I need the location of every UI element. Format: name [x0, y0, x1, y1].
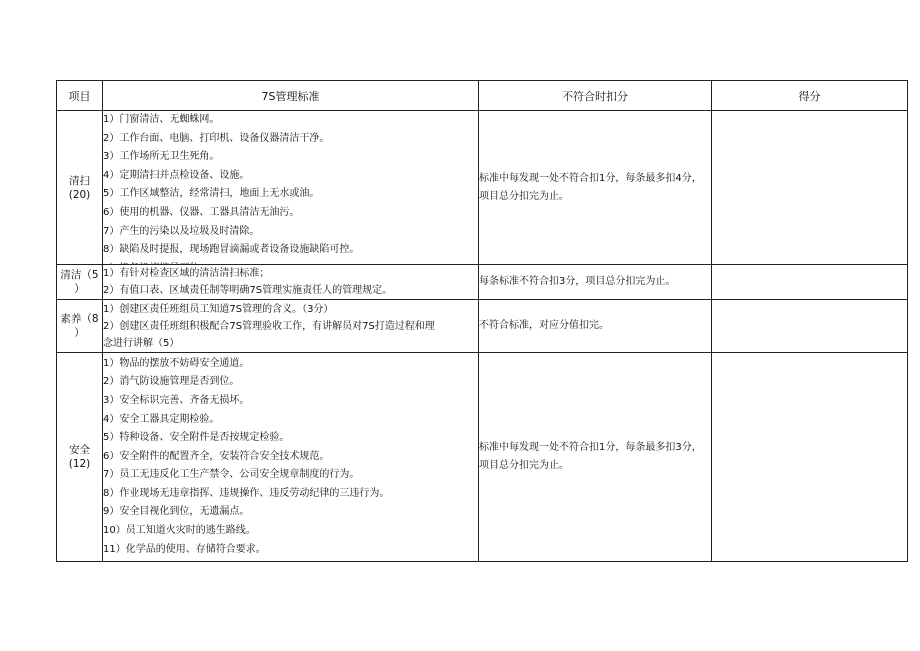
standard-item: 2）创建区责任班组积极配合7S管理验收工作，有讲解员对7S打造过程和理	[103, 320, 435, 332]
standard-item	[103, 260, 478, 264]
score-cell[interactable]	[712, 300, 908, 353]
standard-item: 8）作业现场无违章指挥、违规操作、违反劳动纪律的三违行为。	[103, 487, 390, 499]
standard-item: 念进行讲解（5）	[103, 337, 180, 349]
standard-cell	[103, 265, 479, 300]
standard-item: 5）特种设备、安全附件是否按规定检验。	[103, 432, 290, 444]
category-points: (20)	[68, 188, 91, 201]
score-cell[interactable]	[712, 111, 908, 265]
category-points: ）	[74, 327, 85, 339]
header-score: 得分	[712, 81, 908, 111]
standard-item: 6）使用的机器、仪器、工器具清洁无油污。	[103, 206, 300, 218]
standard-item: 8）缺陷及时提报，现场跑冒滴漏或者设备设施缺陷可控。	[103, 244, 360, 256]
deduction-cell: 标准中每发现一处不符合扣1分，每条最多扣3分，项目总分扣完为止。	[479, 353, 712, 562]
standard-item: 5）工作区域整洁，经常清扫，地面上无水或油。	[103, 188, 320, 200]
standard-item: 4）安全工器具定期检验。	[103, 413, 220, 425]
header-row	[57, 81, 908, 111]
standard-item: 11）化学品的使用、存储符合要求。	[103, 543, 266, 555]
standard-item: 1）创建区责任班组员工知道7S管理的含义。（3分）	[103, 303, 334, 315]
standard-item: 2）工作台面、电脑、打印机、设备仪器清洁干净。	[103, 132, 330, 144]
category-name: 素养（8	[60, 313, 99, 325]
category-cell	[57, 111, 103, 265]
deduction-cell: 不符合标准，对应分值扣完。	[479, 300, 712, 353]
category-name: 清洁（5	[60, 269, 99, 281]
table-row	[57, 265, 908, 300]
header-deduction: 不符合时扣分	[479, 81, 712, 111]
standard-cell	[103, 111, 479, 265]
7s-standards-table	[56, 80, 908, 562]
standard-item: 9）安全目视化到位，无遗漏点。	[103, 506, 250, 518]
standard-item: 2）有值口表、区域责任制等明确7S管理实施责任人的管理规定。	[103, 285, 393, 296]
category-cell	[57, 265, 103, 300]
standard-item: 10）员工知道火灾时的逃生路线。	[103, 525, 256, 537]
standard-item: 1）有针对检查区域的清洁清扫标准；	[103, 268, 270, 279]
standard-item: 7）产生的污染以及垃圾及时清除。	[103, 225, 260, 237]
standard-item: 3）工作场所无卫生死角。	[103, 151, 220, 163]
table-row	[57, 300, 908, 353]
score-cell[interactable]	[712, 353, 908, 562]
standard-item: 3）安全标识完善、齐备无损坏。	[103, 394, 250, 406]
standard-item: 4）定期清扫并点检设备、设施。	[103, 169, 250, 181]
standard-item: 7）员工无违反化工生产禁令、公司安全规章制度的行为。	[103, 469, 360, 481]
category-cell	[57, 353, 103, 562]
table-row	[57, 111, 908, 265]
category-name: 安全	[69, 444, 90, 456]
standard-cell	[103, 353, 479, 562]
table-row	[57, 353, 908, 562]
standard-item: 1）门窗清洁、无蜘蛛网。	[103, 114, 220, 125]
standard-item: 1）物品的摆放不妨碍安全通道。	[103, 357, 250, 369]
deduction-cell: 每条标准不符合扣3分，项目总分扣完为止。	[479, 265, 712, 300]
score-cell[interactable]	[712, 265, 908, 300]
header-item: 项目	[57, 81, 103, 111]
category-points: ）	[74, 283, 85, 295]
deduction-cell: 标准中每发现一处不符合扣1分，每条最多扣4分，项目总分扣完为止。	[479, 111, 712, 265]
category-name: 清扫	[69, 174, 90, 187]
standard-item: 2）消气防设施管理是否到位。	[103, 376, 240, 388]
header-standard: 7S管理标准	[103, 81, 479, 111]
category-cell	[57, 300, 103, 353]
standard-item: 6）安全附件的配置齐全，安装符合安全技术规范。	[103, 450, 330, 462]
standard-cell	[103, 300, 479, 353]
category-points: (12)	[68, 458, 91, 470]
